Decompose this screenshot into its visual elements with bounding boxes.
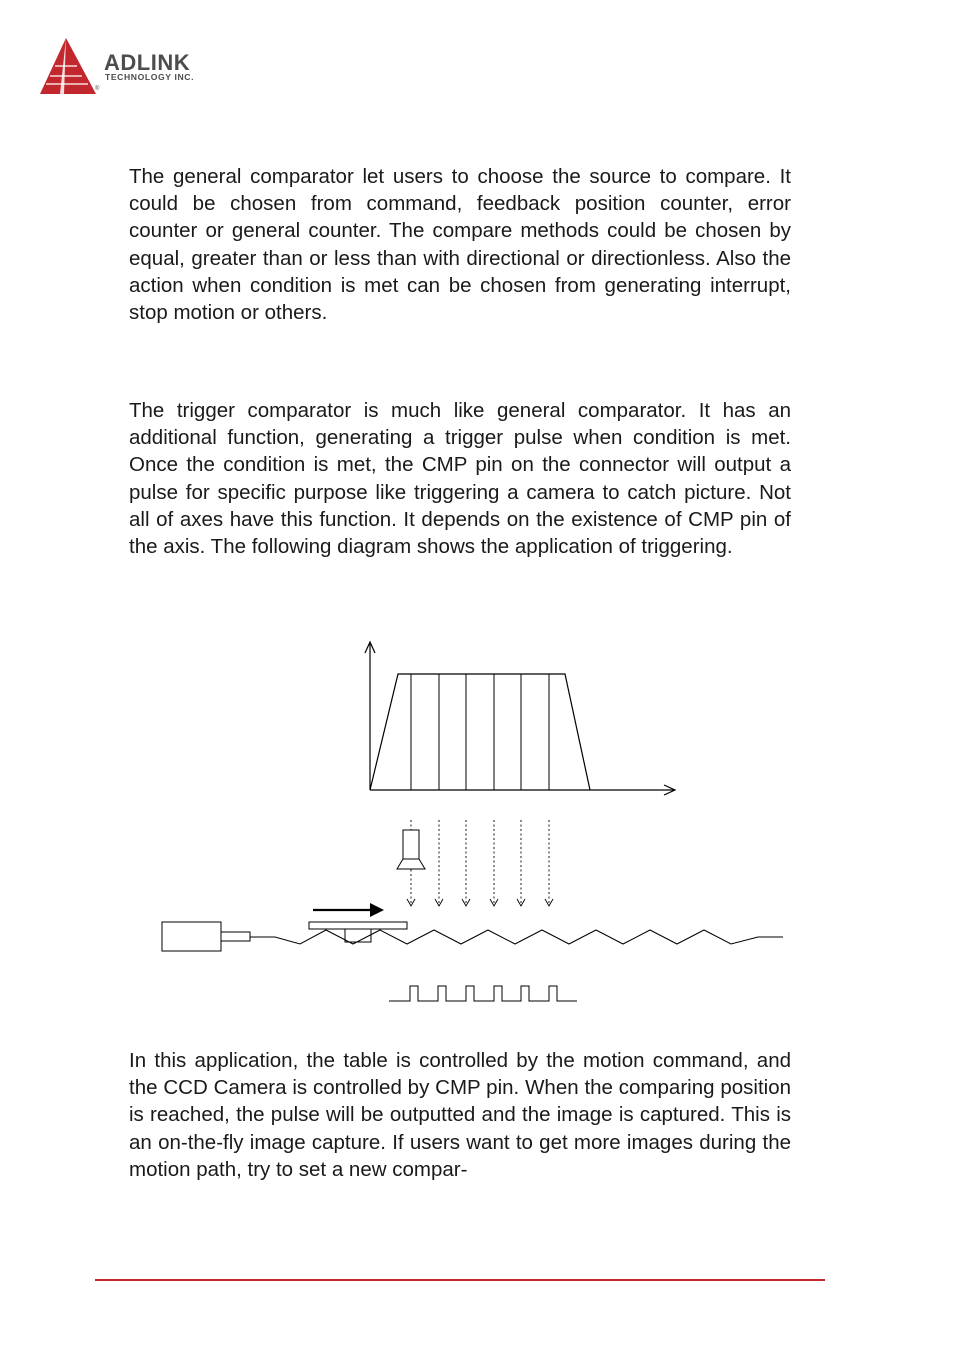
brand-name: ADLINK — [104, 50, 191, 75]
trigger-arrows — [411, 820, 549, 904]
table-stage — [309, 922, 407, 929]
motion-direction-arrow-icon — [313, 903, 384, 917]
general-comparator-paragraph: The general comparator let users to choose the source to compare. It could be chosen from command, feedback position counter, error counter or general counter. The compare methods could be chosen by equal, greater than or less than with directional or directionless. Also the action when condition is met can be chosen from generating interrupt, stop motion or others. — [129, 165, 791, 325]
trigger-divisions — [411, 674, 549, 790]
adlink-triangle-icon — [38, 36, 102, 100]
velocity-profile-graph — [365, 642, 675, 795]
footer-divider — [95, 1279, 825, 1281]
lead-screw — [250, 930, 783, 944]
trapezoid-profile — [370, 674, 590, 790]
pulse-train — [389, 986, 577, 1001]
motor-icon — [162, 922, 250, 951]
trigger-comparator-paragraph: The trigger comparator is much like general comparator. It has an additional function, generating a trigger pulse when condition is met. Once the condition is met, the CMP pin on the connector will output a pulse for specific purpose like triggering a camera to catch picture. Not all of axes have this function. It depends on the existence of CMP pin of the axis. The following diagram shows the application of triggering. — [129, 399, 791, 559]
adlink-logo — [38, 36, 238, 100]
table-nut — [345, 929, 371, 942]
brand-subtitle: TECHNOLOGY INC. — [105, 72, 195, 82]
trigger-application-diagram — [150, 630, 800, 1020]
registered-mark: ® — [95, 86, 100, 92]
application-paragraph: In this application, the table is controlled by the motion command, and the CCD Camera is controlled by CMP pin. When the comparing position is reached, the pulse will be outputted and the image is captured. This is an on-the-fly image capture. If users want to get more images during the motion path, try to set a new compar- — [129, 1049, 791, 1181]
camera-icon — [397, 830, 425, 869]
trigger-arrowheads — [407, 899, 553, 906]
